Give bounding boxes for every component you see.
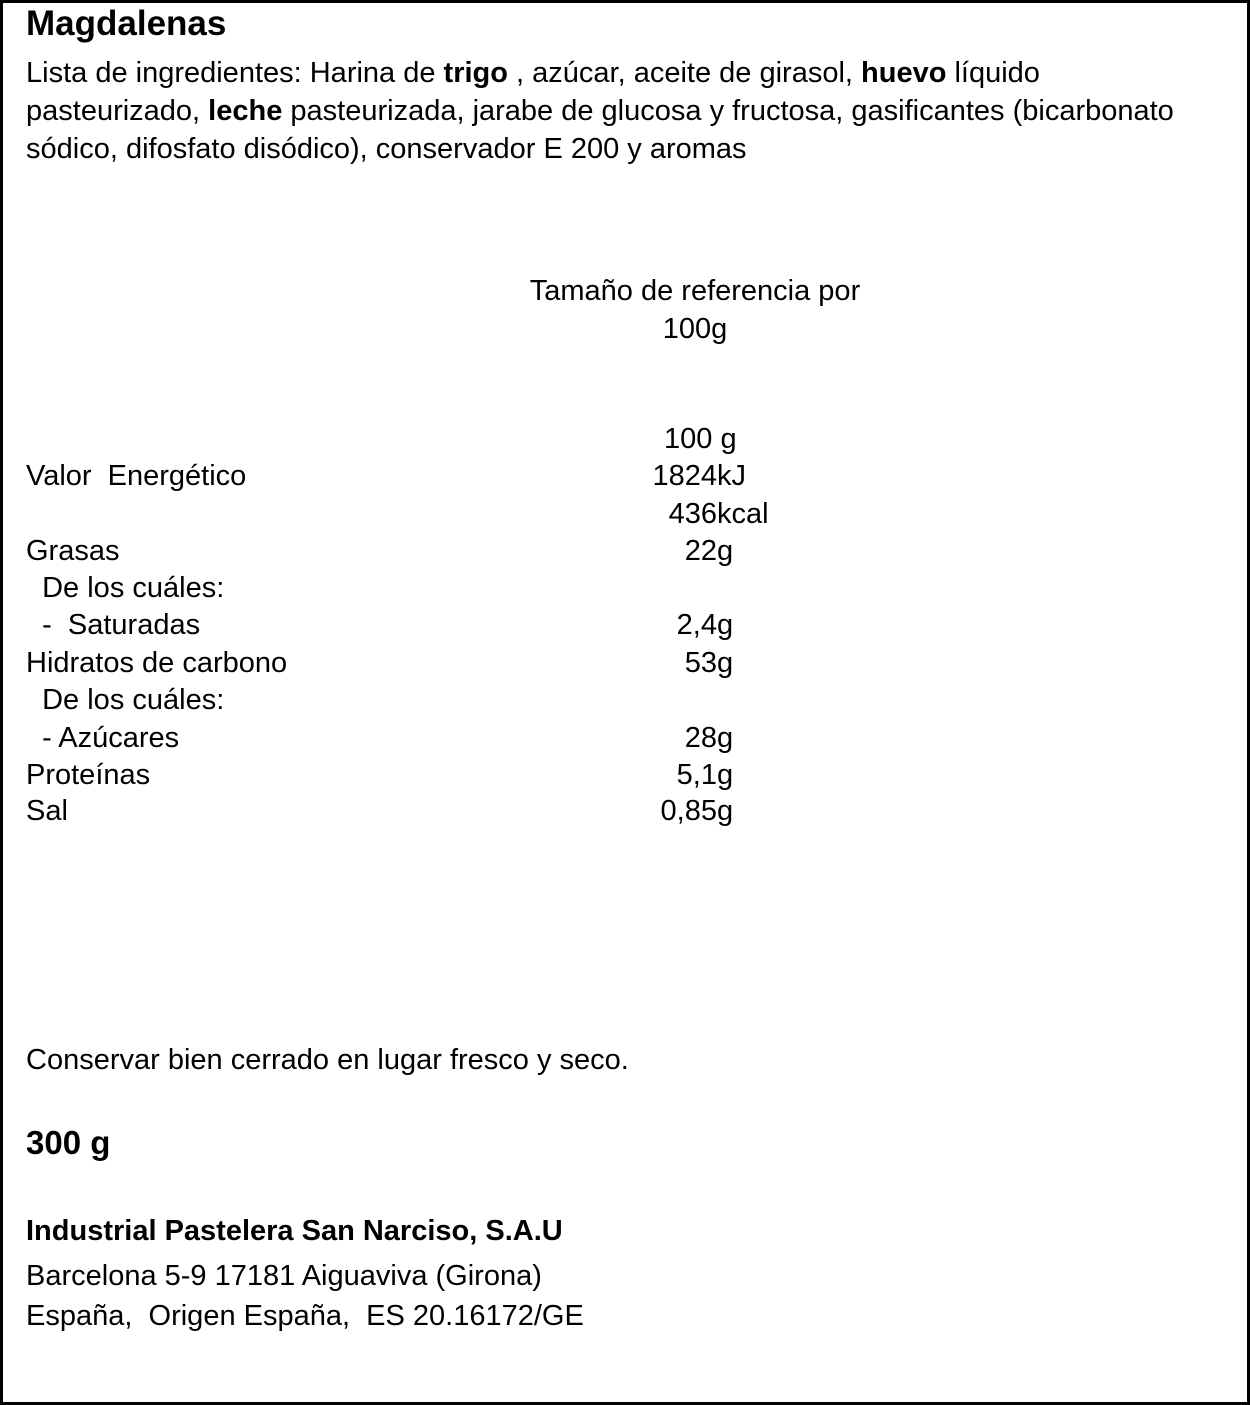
nutrition-row (0, 570, 1250, 607)
nutrient-unit: kJ (717, 460, 746, 492)
nutrient-unit: kcal (717, 498, 769, 530)
reference-size-value: 100g (662, 313, 728, 345)
nutrition-row (0, 682, 1250, 719)
nutrition-row (0, 458, 1250, 495)
nutrient-value: 1824 (652, 460, 717, 492)
nutrition-row (0, 645, 1250, 682)
nutrition-row (0, 720, 1250, 757)
allergen-huevo: huevo (861, 57, 947, 89)
reference-size-line: Tamaño de referencia por (529, 275, 861, 307)
nutrient-label: Hidratos de carbono (26, 647, 288, 679)
product-title: Magdalenas (26, 4, 227, 43)
ingredients-list (26, 54, 1216, 168)
nutrient-value: 0,85 (660, 795, 717, 827)
ingredients-text: Lista de ingredientes: Harina de (26, 57, 444, 89)
nutrition-row (0, 533, 1250, 570)
nutrient-value: 28 (684, 722, 717, 754)
nutrient-value: 436 (668, 498, 717, 530)
net-weight: 300 g (26, 1124, 111, 1161)
nutrient-label: De los cuáles: (26, 684, 225, 716)
nutrient-value: 53 (684, 647, 717, 679)
nutrient-unit: g (717, 609, 734, 641)
nutrition-column-header (0, 421, 1250, 458)
nutrient-label: Grasas (26, 535, 120, 567)
ingredients-text: líquido pasteurizado, (26, 57, 1040, 127)
nutrition-row (0, 757, 1250, 794)
nutrient-unit: g (717, 647, 734, 679)
nutrient-label: Valor Energético (26, 460, 247, 492)
manufacturer-name: Industrial Pastelera San Narciso, S.A.U (26, 1215, 563, 1247)
nutrient-value: 22 (684, 535, 717, 567)
nutrient-value: 5,1 (676, 759, 717, 791)
allergen-trigo: trigo (443, 57, 508, 89)
ingredients-text: pasteurizada, jarabe de glucosa y fructosa, gasificantes (bicarbonato sódico, difosfato disódico), conservador E 200 y aromas (26, 95, 1174, 165)
column-header-label: 100 g (664, 423, 737, 455)
nutrient-value: 2,4 (676, 609, 717, 641)
nutrient-label: - Saturadas (26, 609, 201, 641)
nutrient-label: - Azúcares (26, 722, 180, 754)
nutrient-unit: g (717, 759, 734, 791)
nutrient-label: Proteínas (26, 759, 151, 791)
nutrition-row (0, 607, 1250, 644)
nutrition-row (0, 496, 1250, 533)
manufacturer-address: Barcelona 5-9 17181 Aiguaviva (Girona) (26, 1260, 542, 1292)
reference-size (480, 272, 910, 348)
nutrient-label: Sal (26, 795, 68, 827)
nutrition-row (0, 793, 1250, 830)
nutrient-unit: g (717, 535, 734, 567)
allergen-leche: leche (208, 95, 283, 127)
nutrient-label: De los cuáles: (26, 572, 225, 604)
nutrient-unit: g (717, 795, 734, 827)
manufacturer-origin: España, Origen España, ES 20.16172/GE (26, 1300, 584, 1332)
storage-instructions: Conservar bien cerrado en lugar fresco y seco. (26, 1044, 629, 1076)
nutrient-unit: g (717, 722, 734, 754)
ingredients-text: , azúcar, aceite de girasol, (507, 57, 862, 89)
